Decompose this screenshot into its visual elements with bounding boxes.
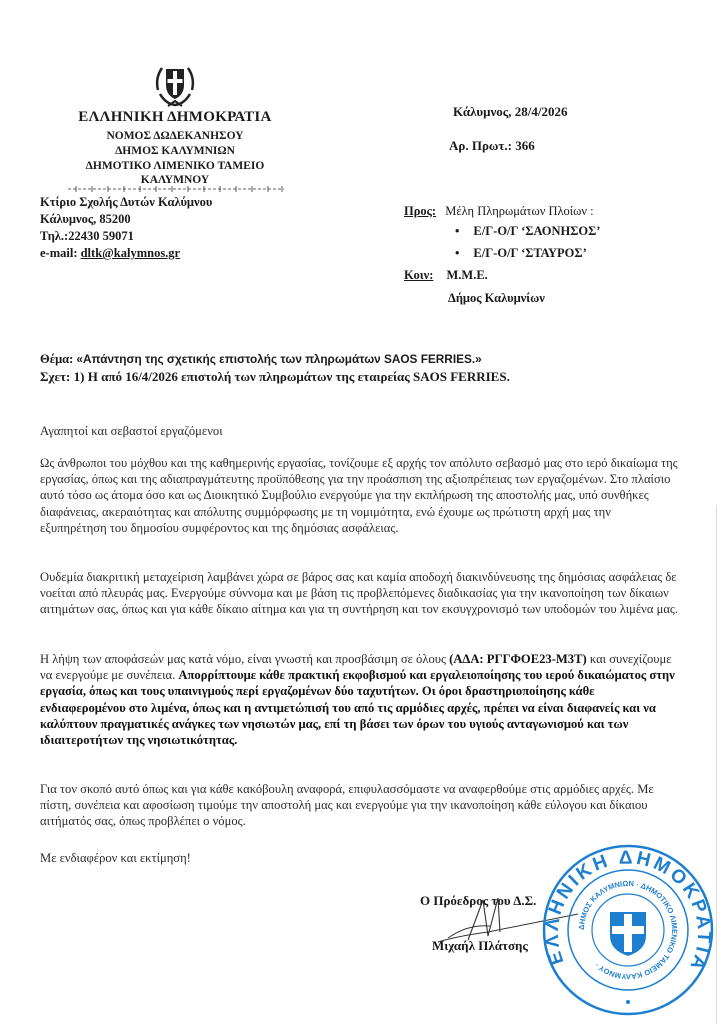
stamp-coat-of-arms-icon	[610, 912, 646, 956]
bullet-icon: •	[455, 246, 460, 260]
header-title: ΕΛΛΗΝΙΚΗ ΔΗΜΟΚΡΑΤΙΑ	[78, 109, 272, 125]
header-prefecture: ΝΟΜΟΣ ΔΩΔΕΚΑΝΗΣΟΥ	[106, 130, 244, 142]
subject-text: «Απάντηση της σχετικής επιστολής των πληρωμάτων SAOS FERRIES.»	[76, 352, 482, 366]
email-label: e-mail:	[40, 246, 81, 260]
stamp-outer-text: ΕΛΛΗΝΙΚΗ ΔΗΜΟΚΡΑΤΙΑ	[541, 847, 715, 976]
cc-row	[404, 268, 488, 283]
cc-label: Κοιν:	[404, 268, 434, 282]
header-municipality: ΔΗΜΟΣ ΚΑΛΥΜΝΙΩΝ	[115, 145, 235, 157]
address-email-row	[40, 246, 180, 261]
email-link[interactable]: dltk@kalymnos.gr	[80, 246, 181, 260]
paragraph-4: Για τον σκοπό αυτό όπως και για κάθε κακόβουλη αναφορά, επιφυλασσόμαστε να αναφερθούμε στις αρμόδιες αρχές. Με πίστη, συνέπεια και αφοσίωση τιμούμε την αποστολή μας και ενεργούμε για την ικανοποίηση κάθε εύλογου και δίκαιου αιτήματός σας, όπως προβλέπει ο νόμος.	[40, 782, 654, 829]
to-row	[404, 204, 594, 219]
header-port-fund: ΔΗΜΟΤΙΚΟ ΛΙΜΕΝΙΚΟ ΤΑΜΕΙΟ	[85, 160, 265, 172]
paragraph-2: Ουδεμία διακριτική μεταχείριση λαμβάνει χώρα σε βάρος σας και καμία αποδοχή διακινδύνευσης της δημόσιας ασφάλειας δε νοείται από πλευράς μας. Ενεργούμε σύννομα και με βάση τις προβλεπόμενες διαδικασίας για την ικανοποίηση των δίκαιων αιτημάτων σας, όπως και για κάθε δίκαιο αίτημα και για τη συντήρηση και τον εκσυγχρονισμό των υποδομών του λιμένα μας.	[40, 570, 679, 617]
reference-line: Σχετ: 1) Η από 16/4/2026 επιστολή των πληρωμάτων της εταιρείας SAOS FERRIES.	[40, 369, 510, 384]
to-item: • Ε/Γ-Ο/Γ ‘ΣΑΟΝΗΣΟΣ’	[455, 224, 601, 238]
page-edge	[716, 505, 717, 1024]
header-port-fund-town: ΚΑΛΥΜΝΟΥ	[140, 174, 210, 186]
official-stamp	[540, 842, 716, 1018]
bullet-icon: •	[455, 224, 460, 238]
stamp-inner-text: ΔΗΜΟΣ ΚΑΛΥΜΝΙΩΝ · ΔΗΜΟΤΙΚΟ ΛΙΜΕΝΙΚΟ ΤΑΜΕΙΟ ΚΑΛΥΜΝΟΥ ·	[576, 878, 680, 982]
protocol-number: Αρ. Πρωτ.: 366	[449, 138, 535, 153]
subject-label: Θέμα:	[40, 352, 77, 366]
address-phone: Τηλ.:22430 59071	[40, 229, 134, 243]
closing-line: Με ενδιαφέρον και εκτίμηση!	[40, 851, 191, 865]
paragraph-3-emphasis: Απορρίπτουμε κάθε πρακτική εκφοβισμού και εργαλειοποίησης του ιερού δικαιώματος στην εργασία, όπως και τους υπαινιγμούς περί εργαζομένων δύο ταχυτήτων. Οι όροι δραστηριοποίησης κάθε ενδιαφερομένου στο λιμένα, όπως και η αντιμετώπισή του από τις αρμόδιες αρχές, πρέπει να είναι διαφανείς και να καλύπτουν πραγματικές ανάγκες των νησιωτών μας, επί τη βάσει των όρων του υγιούς ανταγωνισμού και των ιδιαιτεροτήτων της νησιωτικότητας.	[40, 668, 675, 748]
to-text: Μέλη Πληρωμάτων Πλοίων :	[445, 204, 594, 218]
place-date: Κάλυμνος, 28/4/2026	[453, 104, 568, 119]
subject-line	[40, 352, 482, 367]
greeting: Αγαπητοί και σεβαστοί εργαζόμενοι	[40, 424, 223, 438]
cc-item: Μ.Μ.Ε.	[446, 268, 488, 282]
header-separator	[68, 186, 284, 192]
ada-reference: (ΑΔΑ: ΡΓΓΦΟΕ23-Μ3Τ)	[449, 652, 587, 666]
to-item: • Ε/Γ-Ο/Γ ‘ΣΤΑΥΡΟΣ’	[455, 246, 587, 260]
signatory-name: Μιχαήλ Πλάτσης	[432, 938, 528, 953]
signatory-title: Ο Πρόεδρος του Δ.Σ.	[420, 893, 537, 908]
paragraph-3: Η λήψη των αποφάσεών μας κατά νόμο, είναι γνωστή και προσβάσιμη σε όλους (ΑΔΑ: ΡΓΓΦΟΕ23-Μ3Τ) και συνεχίζουμε να ενεργούμε με συνέπεια. Απορρίπτουμε κάθε πρακτική εκφοβισμού και εργαλειοποίησης του ιερού δικαιώματος στην εργασία, όπως και τους υπαινιγμούς περί εργαζομένων δύο ταχυτήτων. Οι όροι δραστηριοποίησης κάθε ενδιαφερομένου στο λιμένα, όπως και η αντιμετώπισή του από τις αρμόδιες αρχές, πρέπει να είναι διαφανείς και να καλύπτουν πραγματικές ανάγκες των νησιωτών μας, επί τη βάσει των όρων του υγιούς ανταγωνισμού και των ιδιαιτεροτήτων της νησιωτικότητας.	[40, 652, 675, 748]
address-city: Κάλυμνος, 85200	[40, 212, 131, 226]
address-building: Κτίριο Σχολής Δυτών Καλύμνου	[40, 195, 213, 209]
paragraph-1: Ως άνθρωποι του μόχθου και της καθημερινής εργασίας, τονίζουμε εξ αρχής τον απόλυτο σεβασμό μας στο ιερό δικαίωμα της εργασίας, όπως και της αδιαπραγμάτευτης προϋπόθεσης για την προάσπιση της αξιοπρέπειας των εργαζομένων. Στο πλαίσιο αυτό τόσο ως άτομα όσο και ως Διοικητικό Συμβούλιο ενεργούμε για την εκπλήρωση της αποστολής μας, υπό συνθήκες διαφάνειας, ακεραιότητας και απόλυτης συμμόρφωσης με τη νομιμότητα, ενώ έχουμε ως πρώτιστη αρχή μας την εξυπηρέτηση του δημοσίου συμφέροντος και της δημόσιας ασφάλειας.	[40, 456, 678, 535]
greek-coat-of-arms-icon	[152, 60, 198, 110]
cc-item: Δήμος Καλυμνίων	[448, 291, 545, 305]
to-label: Προς:	[404, 204, 437, 218]
